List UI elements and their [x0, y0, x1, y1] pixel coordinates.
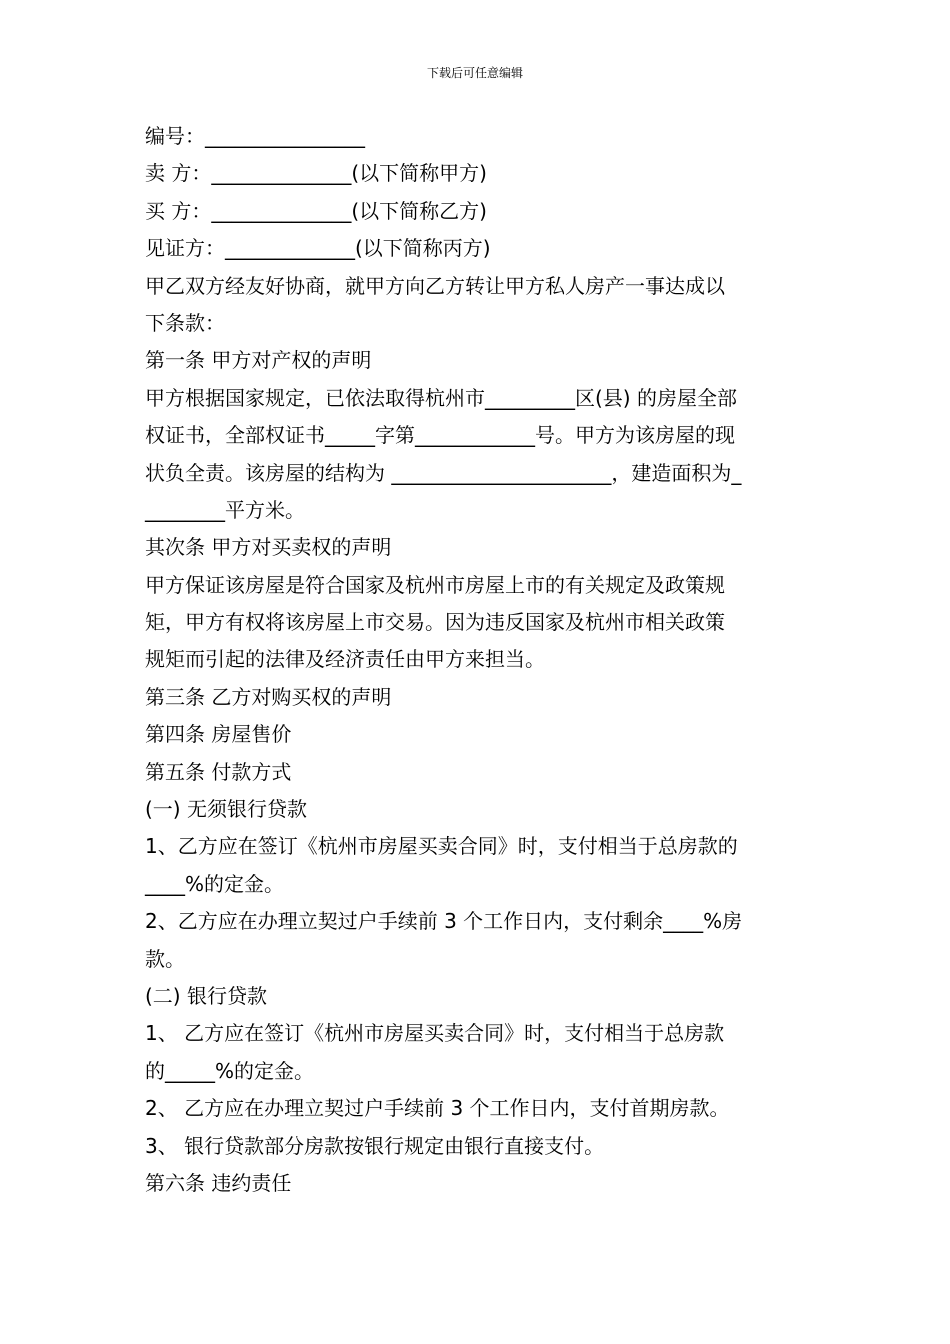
article-2-text-1: 甲方保证该房屋是符合国家及杭州市房屋上市的有关规定及政策规 — [145, 572, 725, 597]
article-1-text-2: 权证书，全部权证书_____字第____________号。甲方为该房屋的现 — [145, 423, 735, 448]
page-header-note: 下载后可任意编辑 — [426, 66, 523, 80]
article-6-heading: 第六条 违约责任 — [145, 1170, 292, 1195]
payment-option-1-item-1b: ____%的定金。 — [145, 871, 285, 896]
payment-option-2-item-1a: 1、 乙方应在签订《杭州市房屋买卖合同》时，支付相当于总房款 — [145, 1021, 725, 1046]
payment-option-2-heading: (二) 银行贷款 — [145, 983, 267, 1008]
payment-option-1-item-1a: 1、乙方应在签订《杭州市房屋买卖合同》时，支付相当于总房款的 — [145, 834, 738, 859]
article-1-text-4: ________平方米。 — [145, 497, 305, 522]
seller-line: 卖 方：______________(以下简称甲方) — [145, 161, 487, 186]
article-1-text-3: 状负全责。该房屋的结构为 ______________________，建造面积为_ — [145, 460, 742, 485]
payment-option-2-item-1b: 的_____%的定金。 — [145, 1058, 315, 1083]
article-5-heading: 第五条 付款方式 — [145, 759, 292, 784]
payment-option-1-item-2b: 款。 — [145, 946, 185, 971]
article-3-heading: 第三条 乙方对购买权的声明 — [145, 684, 392, 709]
payment-option-1-heading: (一) 无须银行贷款 — [145, 797, 307, 822]
payment-option-2-item-2: 2、 乙方应在办理立契过户手续前 3 个工作日内，支付首期房款。 — [145, 1096, 730, 1121]
article-2-heading: 其次条 甲方对买卖权的声明 — [145, 535, 392, 560]
preamble-line-1: 甲乙双方经友好协商，就甲方向乙方转让甲方私人房产一事达成以 — [145, 273, 725, 298]
preamble-line-2: 下条款： — [145, 310, 225, 335]
payment-option-1-item-2a: 2、乙方应在办理立契过户手续前 3 个工作日内，支付剩余____%房 — [145, 909, 743, 934]
article-1-text-1: 甲方根据国家规定，已依法取得杭州市_________区(县) 的房屋全部 — [145, 385, 737, 410]
article-2-text-2: 矩，甲方有权将该房屋上市交易。因为违反国家及杭州市相关政策 — [145, 610, 725, 635]
article-2-text-3: 规矩而引起的法律及经济责任由甲方来担当。 — [145, 647, 545, 672]
buyer-line: 买 方：______________(以下简称乙方) — [145, 198, 487, 223]
article-1-heading: 第一条 甲方对产权的声明 — [145, 348, 372, 373]
payment-option-2-item-3: 3、 银行贷款部分房款按银行规定由银行直接支付。 — [145, 1133, 605, 1158]
contract-number-line: 编号：________________ — [145, 124, 365, 148]
article-4-heading: 第四条 房屋售价 — [145, 722, 292, 747]
witness-line: 见证方：_____________(以下简称丙方) — [145, 236, 491, 261]
document-body — [145, 118, 807, 1202]
